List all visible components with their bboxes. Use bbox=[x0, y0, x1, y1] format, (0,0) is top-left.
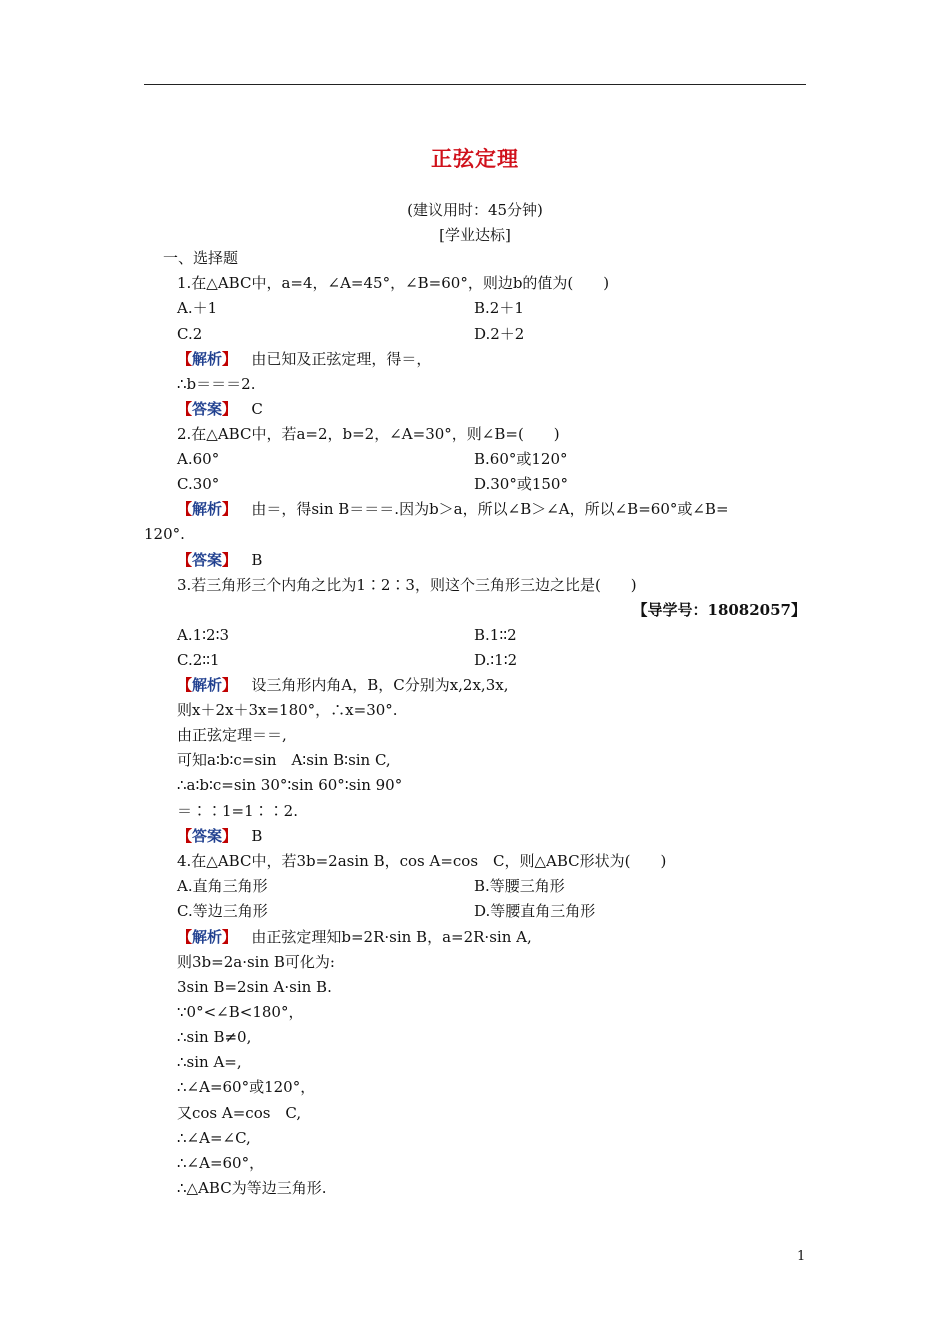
q3-option-a: A.1∶2∶3 bbox=[177, 626, 230, 644]
analysis-tag: 【解析】 bbox=[177, 350, 238, 368]
q3-analysis-line: 由正弦定理＝＝, bbox=[177, 726, 287, 744]
header-rule bbox=[144, 84, 806, 85]
q1-answer: 【答案】 C bbox=[177, 400, 263, 418]
analysis-tag: 【解析】 bbox=[177, 928, 238, 946]
q4-analysis-line: ∴∠A=60°或120°， bbox=[177, 1078, 316, 1096]
answer-tag: 【答案】 bbox=[177, 551, 238, 569]
q1-option-b: B.2＋1 bbox=[474, 299, 524, 317]
q2-option-d: D.30°或150° bbox=[474, 475, 568, 493]
analysis-tag: 【解析】 bbox=[177, 676, 238, 694]
q2-option-b: B.60°或120° bbox=[474, 450, 568, 468]
q3-option-d: D.∶1∶2 bbox=[474, 651, 518, 669]
q4-analysis-line: ∵0°<∠B<180°， bbox=[177, 1003, 304, 1021]
q1-option-c: C.2 bbox=[177, 325, 203, 343]
q3-option-c: C.2∶∶1 bbox=[177, 651, 220, 669]
analysis-tag: 【解析】 bbox=[177, 500, 238, 518]
q3-analysis: 【解析】 设三角形内角A，B，C分别为x,2x,3x, bbox=[177, 676, 509, 694]
q1-analysis-line: ∴b＝＝＝2. bbox=[177, 375, 256, 393]
q4-analysis-line: 又cos A=cos C, bbox=[177, 1104, 302, 1122]
q4-analysis-line: ∴∠A=60°， bbox=[177, 1154, 265, 1172]
section-heading: 一、选择题 bbox=[163, 249, 239, 267]
q1-stem: 1.在△ABC中，a=4，∠A=45°，∠B=60°，则边b的值为( ) bbox=[177, 274, 610, 292]
section-tag: [学业达标] bbox=[439, 226, 511, 244]
answer-tag: 【答案】 bbox=[177, 827, 238, 845]
q4-option-d: D.等腰直角三角形 bbox=[474, 902, 596, 920]
q4-analysis: 【解析】 由正弦定理知b=2R·sin B，a=2R·sin A, bbox=[177, 928, 532, 946]
q3-analysis-line: 则x＋2x＋3x=180°，∴x=30°. bbox=[177, 701, 398, 719]
q3-option-b: B.1∶∶2 bbox=[474, 626, 517, 644]
q1-analysis: 【解析】 由已知及正弦定理，得＝， bbox=[177, 350, 432, 368]
q4-analysis-line: ∴△ABC为等边三角形. bbox=[177, 1179, 327, 1197]
q4-analysis-line: 3sin B=2sin A·sin B. bbox=[177, 978, 332, 996]
q1-option-d: D.2＋2 bbox=[474, 325, 525, 343]
q2-analysis: 【解析】 由＝，得sin B＝＝＝.因为b＞a，所以∠B＞∠A，所以∠B=60°或∠B= bbox=[177, 500, 729, 518]
q3-answer: 【答案】 B bbox=[177, 827, 263, 845]
q2-analysis-line: 120°. bbox=[144, 525, 185, 543]
q2-answer: 【答案】 B bbox=[177, 551, 263, 569]
page-title: 正弦定理 bbox=[431, 146, 519, 171]
answer-tag: 【答案】 bbox=[177, 400, 238, 418]
q3-analysis-line: 可知a∶b∶c=sin A∶sin B∶sin C, bbox=[177, 751, 391, 769]
q4-analysis-line: 则3b=2a·sin B可化为: bbox=[177, 953, 335, 971]
time-hint: (建议用时：45分钟) bbox=[407, 201, 543, 219]
q3-stem: 3.若三角形三个内角之比为1∶2∶3，则这个三角形三边之比是( ) bbox=[177, 576, 637, 594]
q2-option-a: A.60° bbox=[177, 450, 220, 468]
q3-analysis-line: ＝∶∶1=1∶∶2. bbox=[177, 802, 298, 820]
q4-analysis-line: ∴sin B≠0, bbox=[177, 1028, 252, 1046]
q4-option-b: B.等腰三角形 bbox=[474, 877, 565, 895]
q4-option-c: C.等边三角形 bbox=[177, 902, 268, 920]
q4-option-a: A.直角三角形 bbox=[177, 877, 268, 895]
q4-analysis-line: ∴sin A=, bbox=[177, 1053, 242, 1071]
page-number: 1 bbox=[797, 1249, 806, 1264]
q2-stem: 2.在△ABC中，若a=2，b=2，∠A=30°，则∠B=( ) bbox=[177, 425, 560, 443]
q3-analysis-line: ∴a∶b∶c=sin 30°∶sin 60°∶sin 90° bbox=[177, 776, 403, 794]
q3-reference-number: 【导学号：18082057】 bbox=[632, 601, 806, 619]
q4-analysis-line: ∴∠A=∠C, bbox=[177, 1129, 251, 1147]
q4-stem: 4.在△ABC中，若3b=2asin B，cos A=cos C，则△ABC形状为( ) bbox=[177, 852, 667, 870]
q2-option-c: C.30° bbox=[177, 475, 220, 493]
q1-option-a: A.＋1 bbox=[177, 299, 218, 317]
